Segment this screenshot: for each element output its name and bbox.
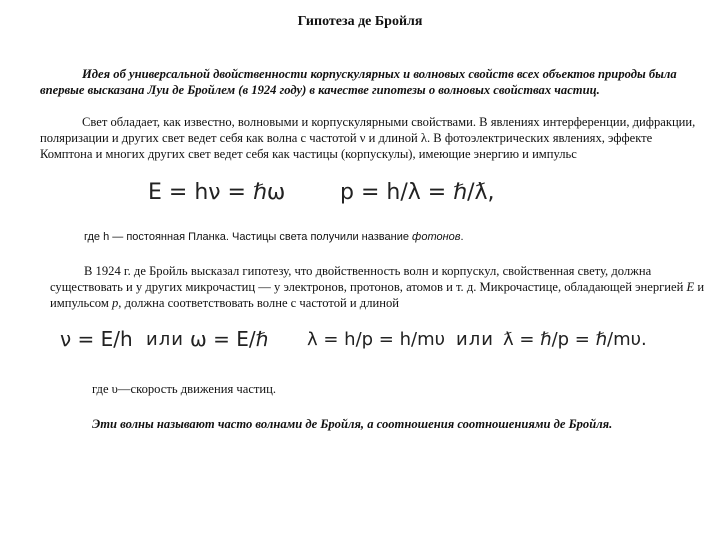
or-label-2: или: [456, 329, 494, 350]
conclusion-paragraph: Эти волны называют часто волнами де Бройля, а соотношения соотношениями де Бройля.: [92, 417, 613, 431]
intro-paragraph: Идея об универсальной двойственности корпускулярных и волновых свойств всех объектов природы была впервые высказана Луи де Бройлем (в 1924 году) в качестве гипотезы о волновых свойствах частиц.: [40, 67, 677, 97]
de-broglie-hypothesis-paragraph: [50, 263, 710, 311]
photon-energy-formula: E = hν = ℏω: [148, 180, 286, 205]
wavelength-formula: λ = h/p = h/mυ: [307, 329, 446, 350]
momentum-symbol: p: [112, 296, 119, 310]
reduced-wavelength-formula: ƛ = ℏ/p = ℏ/mυ.: [503, 329, 647, 350]
velocity-note: где υ—скорость движения частиц.: [92, 382, 277, 396]
planck-note-suffix: .: [460, 231, 464, 243]
angular-frequency-formula: ω = E/ℏ: [190, 327, 269, 351]
page-title: Гипотеза де Бройля: [297, 14, 423, 29]
planck-note: [84, 231, 464, 243]
energy-symbol: E: [686, 280, 695, 294]
para2-part1: В 1924 г. де Бройль высказал гипотезу, что двойственность волн и корпускул, свойственная свету, должна существовать и у других микрочастиц — у электронов, протонов, атомов и т. д. Микрочастице, обладающей энергией: [50, 264, 687, 294]
or-label-1: или: [146, 329, 184, 350]
light-duality-paragraph: Свет обладает, как известно, волновыми и корпускулярными свойствами. В явлениях интерференции, дифракции, поляризации и других свет ведет себя как волна с частотой ν и длиной λ. В фотоэлектрических явлениях, эффекте Комптона и многих других свет ведет себя как частицы (корпускулы), имеющие энергию и импульс: [40, 115, 696, 161]
planck-note-prefix: где h — постоянная Планка. Частицы света получили название: [84, 231, 413, 243]
para2-part3: , должна соответствовать волне с частотой и длиной: [118, 296, 400, 310]
photon-momentum-formula: p = h/λ = ℏ/ƛ,: [340, 180, 495, 205]
frequency-formula: ν = E/h: [60, 327, 133, 351]
photon-term: фотонов: [412, 231, 461, 243]
para2-part2: и импульсом: [50, 280, 705, 310]
